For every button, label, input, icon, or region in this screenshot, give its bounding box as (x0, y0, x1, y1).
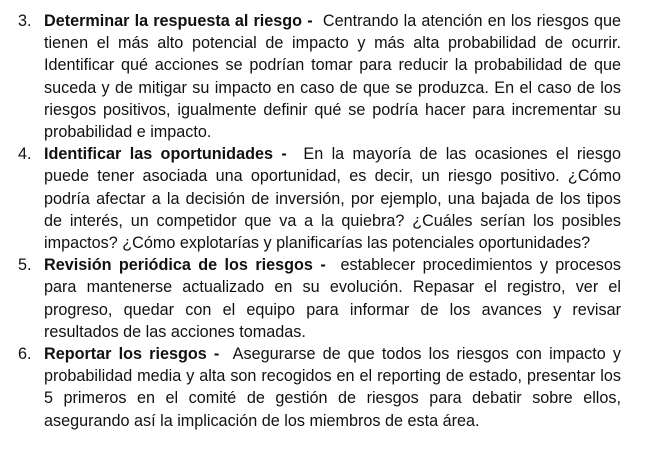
item-body (44, 10, 621, 143)
item-body (44, 254, 621, 343)
list-item (18, 143, 621, 254)
item-number: 6. (18, 345, 32, 364)
item-number: 3. (18, 12, 32, 30)
item-text: En la mayoría de las ocasiones el riesgo puede tener asociada una oportunidad, es decir, un riesgo positivo. ¿Cómo podría afectar a la decisión de inversión, por ejemplo, una bajada de los tipos de interés, un competidor que va a la quiebra? ¿Cuáles serían los posibles impactos? ¿Cómo explotarías y planificarías las potenciales oportunidades? (44, 145, 622, 253)
item-body (44, 143, 621, 254)
item-title: Determinar la respuesta al riesgo - (44, 12, 313, 30)
item-body (44, 343, 621, 432)
list-item (18, 254, 621, 343)
item-text: establecer procedimientos y procesos para mantenerse actualizado en su evolución. Repasar el registro, ver el progreso, quedar con el equipo para informar de los avances y revisar resultados de las acciones tomadas. (44, 256, 621, 341)
item-title: Revisión periódica de los riesgos - (44, 256, 326, 275)
item-title: Reportar los riesgos - (44, 345, 220, 364)
numbered-list (18, 10, 621, 432)
item-title: Identificar las oportunidades - (44, 145, 287, 164)
item-number: 4. (18, 145, 32, 164)
list-item (18, 343, 621, 432)
list-item (18, 10, 621, 143)
item-text: Asegurarse de que todos los riesgos con impacto y probabilidad media y alta son recogidos en el reporting de estado, presentar los 5 primeros en el comité de gestión de riesgos para debatir sobre ellos, asegurando así la implicación de los miembros de esta área. (44, 345, 621, 430)
item-text: Centrando la atención en los riesgos que tienen el más alto potencial de impacto y más alta probabilidad de ocurrir. Identificar qué acciones se podrían tomar para reducir la probabilidad de que suceda y de mitigar su impacto en caso de que se produzca. En el caso de los riesgos positivos, igualmente definir qué se podría hacer para incrementar su probabilidad e impacto. (44, 12, 621, 142)
item-number: 5. (18, 256, 32, 275)
